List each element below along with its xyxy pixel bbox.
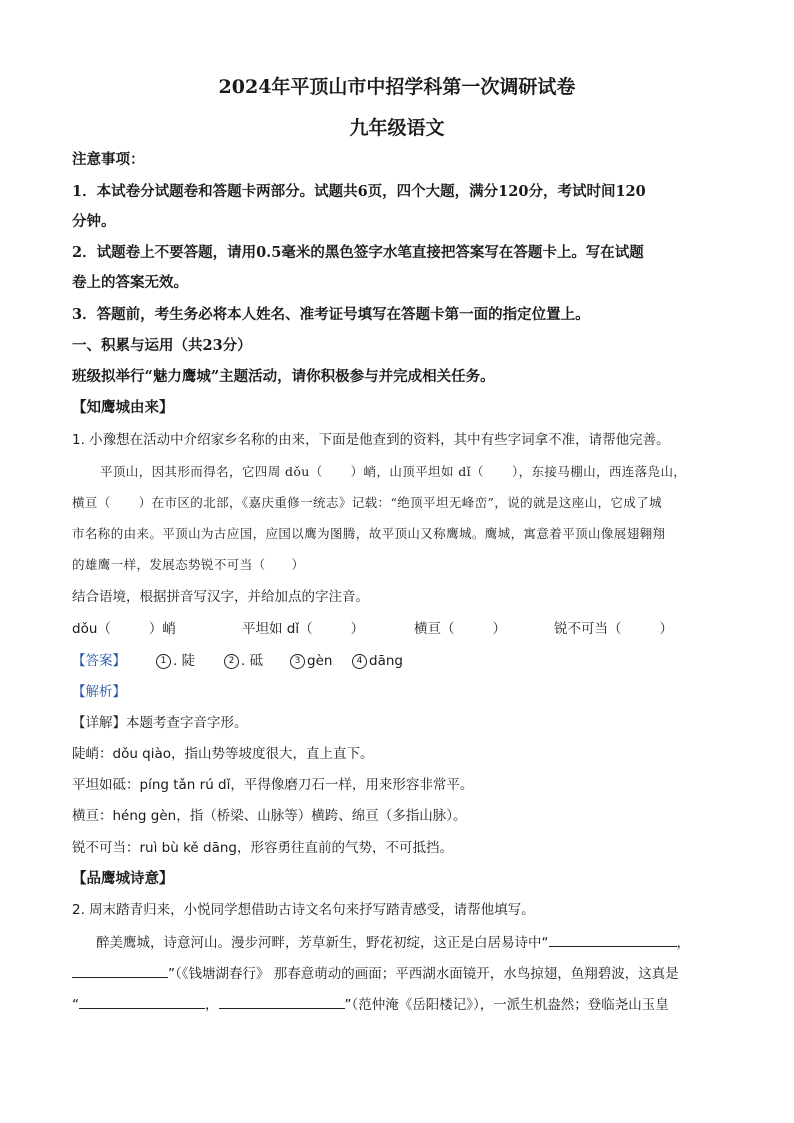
q2-passage-line-3: “ ， ”（范仲淹《岳阳楼记》），一派生机盎然；登临尧山玉皇 <box>72 994 669 1015</box>
activity-intro: 班级拟举行“魅力鹰城”主题活动，请你积极参与并完成相关任务。 <box>72 368 495 385</box>
answer-4: 4 dāng <box>352 653 403 669</box>
notice-line-1: 1．本试卷分试题卷和答题卡两部分。试题共6页，四个大题，满分120分，考试时间120 <box>72 183 646 200</box>
fill-blank-4[interactable] <box>219 994 345 1009</box>
passage-line-2: 横亘（ ）在市区的北部，《嘉庆重修一统志》记载：“绝顶平坦无峰峦”，说的就是这座山，它成了城 <box>72 495 663 510</box>
answer-2: 2 . 砥 <box>224 651 290 671</box>
passage-line-3: 市名称的由来。平顶山为古应国，应国以鹰为图腾，故平顶山又称鹰城。鹰城，寓意着平顶山像展翅翱翔 <box>72 526 666 541</box>
notice-line-1-cont: 分钟。 <box>72 213 116 230</box>
explanation-4: 锐不可当：ruì bù kě dāng，形容勇往直前的气势，不可抵挡。 <box>72 840 453 856</box>
exam-subtitle: 九年级语文 <box>349 117 445 139</box>
answer-3: 3 gèn <box>290 651 352 671</box>
analysis-label: 【解析】 <box>72 684 126 700</box>
fill-blank-1[interactable] <box>549 932 677 947</box>
passage-line-1: 平顶山，因其形而得名，它四周 dǒu（ ）峭，山顶平坦如 dǐ（ ），东接马棚山，西连落凫山， <box>100 464 687 479</box>
answer-1: 1 . 陡 <box>156 651 224 671</box>
exam-title: 2024年平顶山市中招学科第一次调研试卷 <box>218 76 576 98</box>
field-dang: 锐不可当（ ） <box>554 621 673 637</box>
passage-line-4: 的雄鹰一样，发展态势锐不可当（ ） <box>72 557 305 572</box>
answer-row <box>72 651 403 671</box>
notice-heading: 注意事项： <box>72 151 145 168</box>
explanation-2: 平坦如砥：píng tǎn rú dǐ，平得像磨刀石一样，用来形容非常平。 <box>72 777 474 793</box>
q2-passage-line-2: ”（《钱塘湖春行》 那春意萌动的画面；平西湖水面镜开，水鸟掠翅，鱼翔碧波，这真是 <box>72 963 679 984</box>
explanation-3: 横亘：héng gèn，指（桥梁、山脉等）横跨、绵亘（多指山脉）。 <box>72 808 467 824</box>
detail-line: 【详解】本题考查字音字形。 <box>72 715 248 731</box>
answer-fields-row <box>72 619 673 639</box>
fill-blank-3[interactable] <box>79 994 205 1009</box>
notice-line-2: 2．试题卷上不要答题，请用0.5毫米的黑色签字水笔直接把答案写在答题卡上。写在试题 <box>72 244 644 261</box>
explanation-1: 陡峭：dǒu qiào，指山势等坡度很大，直上直下。 <box>72 746 374 762</box>
task-heading-origin: 【知鹰城由来】 <box>72 399 174 416</box>
notice-line-3: 3．答题前，考生务必将本人姓名、准考证号填写在答题卡第一面的指定位置上。 <box>72 306 590 323</box>
question-1: 1. 小豫想在活动中介绍家乡名称的由来，下面是他查到的资料，其中有些字词拿不准，请帮他完善。 <box>72 432 670 448</box>
answer-label: 【答案】 <box>72 653 126 669</box>
field-di: 平坦如 dǐ（ ） <box>242 621 365 637</box>
notice-line-2-cont: 卷上的答案无效。 <box>72 274 188 291</box>
fill-blank-2[interactable] <box>72 963 168 978</box>
task-heading-poetry: 【品鹰城诗意】 <box>72 870 174 887</box>
section-heading: 一、积累与运用（共23分） <box>72 337 252 354</box>
field-gen: 横亘（ ） <box>414 621 506 637</box>
field-dou: dǒu（ ）峭 <box>72 621 176 637</box>
instruction: 结合语境，根据拼音写汉字，并给加点的字注音。 <box>72 589 369 605</box>
q2-passage-line-1: 醉美鹰城，诗意河山。漫步河畔，芳草新生，野花初绽，这正是白居易诗中“ ， <box>96 932 690 953</box>
question-2: 2. 周末踏青归来，小悦同学想借助古诗文名句来抒写踏青感受，请帮他填写。 <box>72 902 535 918</box>
